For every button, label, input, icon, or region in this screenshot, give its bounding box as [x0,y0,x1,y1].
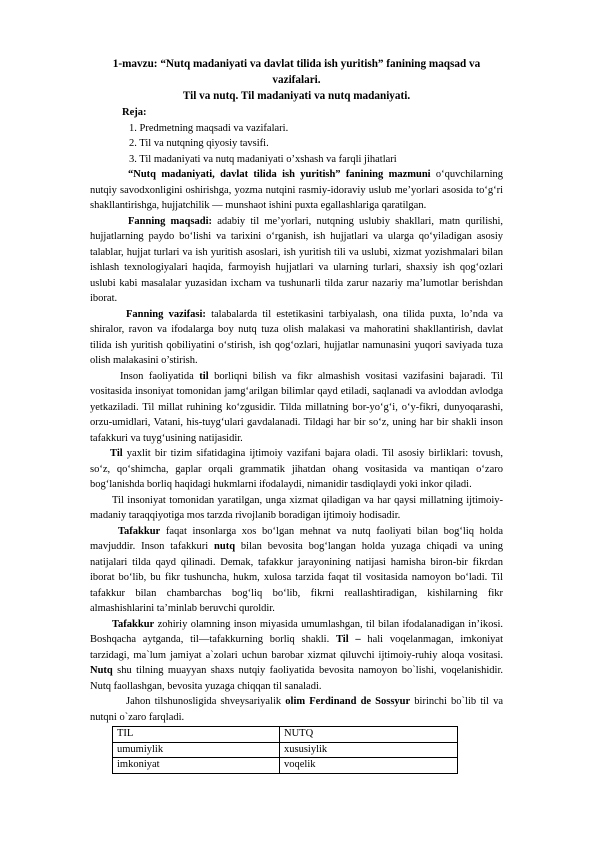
paragraph-text: Til insoniyat tomonidan yaratilgan, unga xizmat qiladigan va har qaysi millatning ijtimoiy-madaniy taraqqiyotiga mos tarzda rivojlanib boradigan ijtimoiy hodisadir. [90,494,503,521]
paragraph-text: borliqni bilish va fikr almashish vositasi vazifasini bajaradi. Til vositasida insoniyat tomonidan jamg‘arilgan bilimlar qayd etiladi, saqlanadi va avloddan avlodga yetkaziladi. Til millat ruhining ko‘zgusidir. Tilda millatning bor-yo‘g‘i, o‘y-fikri, dunyoqarashi, orzu-umidlari, Vatani, his-tuyg‘ulari gavdalanadi. Tildagi har bir so‘z, uning har bir shakli inson tafakkuri va tuyg‘usining natijasidir. [90,370,503,444]
table-cell: umumiylik [113,742,280,758]
paragraph-text: zohiriy olamning inson miyasida umumlashgan, til bilan ifodalanadigan in’ikosi. Boshqacha aytganda, til—tafakkurning borliq shakli. [90,618,503,645]
table-row [113,742,458,758]
paragraph-text: yaxlit bir tizim sifatidagina ijtimoiy vazifani bajara oladi. Til asosiy birliklari: tovush, so‘z, qo‘shimcha, gaplar orqali grammatik jihatdan ohang vositasida va mantiqan o‘zaro bog‘lanishda borliq haqidagi hukmlarni ifodalaydi, nimanidir tasdiqlaydi yoki inkor qiladi. [90,448,503,490]
bold-term: Nutq [90,665,113,676]
plan-list [90,121,503,168]
table-row [113,758,458,774]
bold-term: Tafakkur [118,525,161,537]
table-cell: xususiylik [280,742,458,758]
bold-term: Fanning maqsadi: [128,215,212,227]
paragraph-goal [90,214,503,307]
paragraph-text: bilan bevosita bog‘langan holda yuzaga chiqadi va uning natijalari tilda qayd qilinadi. Demak, tafakkur jarayonining natijasi hamisha biron-bir fikrdan iborat bo‘lib, bu fikr tushuncha, hukm, xulosa tarzida faqat til vositasida namoyon bo‘ladi. Til tafakkur bilan chambarchas bog‘liq bo‘lib, fikrni reallashtiradigan, kishilarning fikr almashishlarini ta’minlab beruvchi quroldir. [90,541,504,614]
paragraph-text: shu tilning muayyan shaxs nutqiy faoliyatida bevosita namoyon bo`lishi, voqelanishidir. Nutq faollashgan, bevosita yuzaga chiqqan til sanaladi. [90,665,503,692]
table-header-cell: TIL [113,727,280,743]
bold-term: nutq [214,541,236,552]
table-cell: voqelik [280,758,458,774]
plan-heading: Reja: [122,107,147,118]
table-header-row [113,727,458,743]
paragraph-thinking [90,524,503,617]
bold-term: olim Ferdinand de Sossyur [285,696,411,707]
paragraph-text: adabiy til me’yorlari, nutqning uslubiy shakllari, matn qurilishi, hujjatlarning paydo bo‘lishi va tarixini o‘rganish, ish hujjatlari va ularga qo‘yiladigan asosiy talablar, hujjat turlari va ish yuritish asoslari, ish yuritish tili va uslubi, xizmat yozishmalari bilan ishlash texnologiyalari haqida, farmoyish hujjatlari va ularning turlari, shaxsiy ish qog‘ozlari uslubi kabi masalalar yuzasidan ixcham va tushunarli tilda zarur nazariy ma’lumotlar berishdan iborat. [90,215,503,304]
plan-item: 3. Til madaniyati va nutq madaniyati o’xshash va farqli jihatlari [129,153,397,165]
paragraph-language [90,369,503,447]
paragraph-text: o‘quvchilarning nutqiy savodxonligini oshirishga, yozma nutqini rasmiy-idoraviy uslub me’yorlari asosida to‘g‘ri shakllantirishga, hujjatchilik — munshaot ishini puxta egallashlariga qaratilgan. [90,169,503,211]
paragraph-tasks [90,307,503,369]
paragraph-text: talabalarda til estetikasini tarbiyalash, ona tilida puxta, lo’nda va shiralor, ravon va ifodalarga boy nutq tuza olish malakasi va mahoratini shakllantirish, davlat tilida ish yuritish qobiliyatini o‘stirish, ish qog‘ozlari, hujjatlar namunasini yuqori saviyada tuza olish malakasini o’stirish. [90,308,503,366]
document-title [90,56,503,104]
paragraph-system [90,446,503,493]
paragraph-text: hali voqelanmagan, imkoniyat tarzidagi, ma`lum jamiyat a`zolari uchun barobar xizmat qiluvchi ijtimoiy-ruhiy aloqa vositasi. [90,634,503,661]
paragraph-text: Inson faoliyatida [120,370,200,382]
table-cell: imkoniyat [113,758,280,774]
comparison-table [112,726,458,774]
bold-term: Til [110,448,123,459]
title-line-1: 1-mavzu: “Nutq madaniyati va davlat tilida ish yuritish” fanining maqsad va vazifalari. [112,58,481,86]
bold-term: Til – [335,634,361,645]
paragraph-text: birinchi bo`lib til va nutqni o`zaro farqladi. [90,696,503,723]
bold-term: “Nutq madaniyati, davlat tilida ish yuritish” fanining mazmuni [128,169,431,180]
paragraph-saussure [90,694,503,725]
bold-term: til [199,370,209,382]
plan-item: 1. Predmetning maqsadi va vazifalari. [129,122,289,134]
paragraph-text: faqat insonlarga xos bo‘lgan mehnat va nutq faoliyati bilan bog‘liq holda mavjuddir. Inson tafakkuri [90,525,503,552]
paragraph-social [90,493,503,524]
title-line-2: Til va nutq. Til madaniyati va nutq madaniyati. [182,90,411,102]
paragraph-reflection [90,617,503,695]
bold-term: Tafakkur [112,618,155,630]
paragraph-content [90,167,503,214]
plan-item: 2. Til va nutqning qiyosiy tavsifi. [129,138,269,149]
table-header-cell: NUTQ [280,727,458,743]
paragraph-text: Jahon tilshunosligida shveysariyalik [126,696,286,707]
bold-term: Fanning vazifasi: [126,308,206,320]
